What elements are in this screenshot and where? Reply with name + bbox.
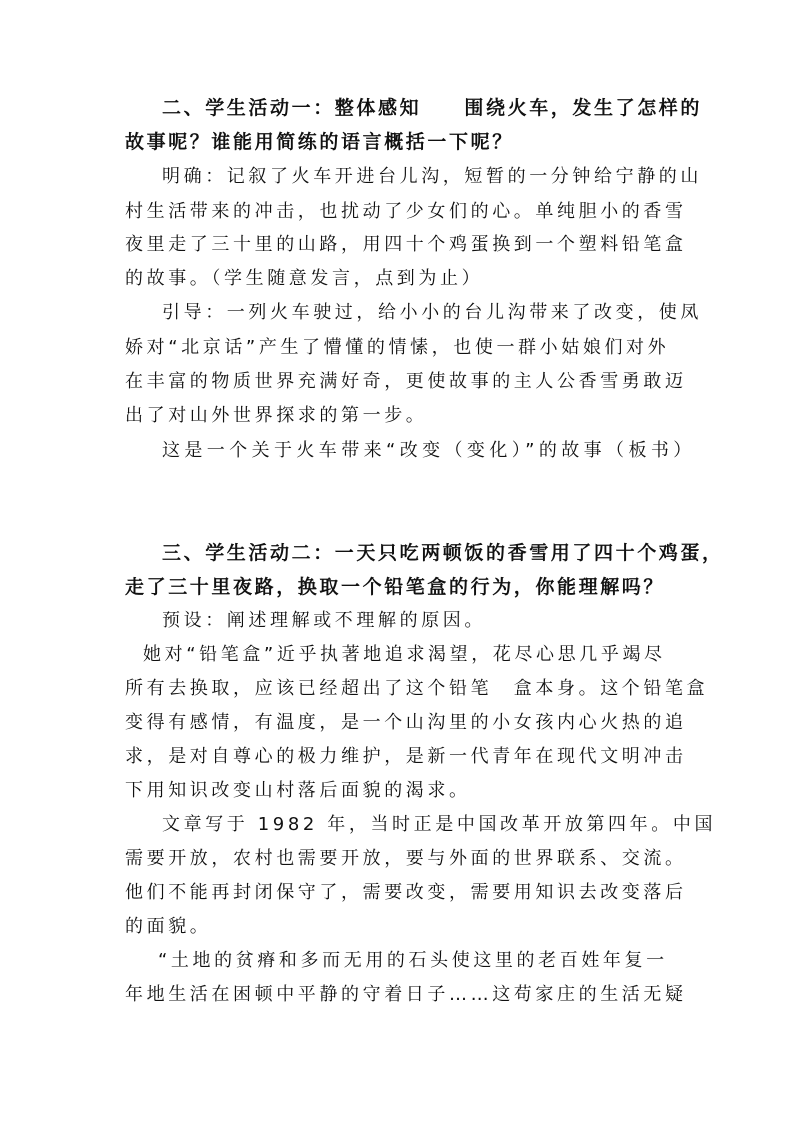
paragraph-line: 下用知识改变山村落后面貌的渴求。 xyxy=(125,780,471,801)
preset-line: 预设：阐述理解或不理解的原因。 xyxy=(162,610,486,631)
guide-line: 娇对“北京话”产生了懵懂的情愫，也使一群小姑娘们对外 xyxy=(125,337,670,358)
section-heading-activity-one: 二、学生活动一：整体感知 围绕火车，发生了怎样的 xyxy=(162,97,703,119)
section-heading-activity-one-cont: 故事呢？谁能用简练的语言概括一下呢？ xyxy=(125,131,514,153)
guide-line: 出了对山外世界探求的第一步。 xyxy=(125,405,428,426)
guide-line: 在丰富的物质世界充满好奇，更使故事的主人公香雪勇敢迈 xyxy=(125,371,687,392)
quote-line: 年地生活在困顿中平静的守着日子……这苟家庄的生活无疑 xyxy=(125,984,687,1005)
answer-line: 村生活带来的冲击，也扰动了少女们的心。单纯胆小的香雪 xyxy=(125,201,687,222)
paragraph-line: 文章写于 1982 年，当时正是中国改革开放第四年。中国 xyxy=(162,814,717,835)
summary-line: 这是一个关于火车带来“改变（变化）”的故事（板书） xyxy=(162,440,696,461)
paragraph-line: 所有去换取，应该已经超出了这个铅笔 盒本身。这个铅笔盒 xyxy=(125,678,709,699)
paragraph-line: 他们不能再封闭保守了，需要改变，需要用知识去改变落后 xyxy=(125,882,687,903)
answer-line: 的故事。（学生随意发言，点到为止） xyxy=(125,268,484,289)
paragraph-line: 求，是对自尊心的极力维护，是新一代青年在现代文明冲击 xyxy=(125,746,687,767)
guide-line: 引导：一列火车驶过，给小小的台儿沟带来了改变，使凤 xyxy=(162,302,702,323)
answer-line: 明确：记叙了火车开进台儿沟，短暂的一分钟给宁静的山 xyxy=(162,166,702,187)
paragraph-line: 的面貌。 xyxy=(125,916,212,937)
section-heading-activity-two: 三、学生活动二：一天只吃两顿饭的香雪用了四十个鸡蛋， xyxy=(162,542,724,564)
paragraph-line: 变得有感情，有温度，是一个山沟里的小女孩内心火热的追 xyxy=(125,712,687,733)
section-heading-activity-two-cont: 走了三十里夜路，换取一个铅笔盒的行为，你能理解吗？ xyxy=(125,576,666,598)
paragraph-line: 她对“铅笔盒”近乎执著地追求渴望，花尽心思几乎竭尽 xyxy=(143,644,666,665)
paragraph-line: 需要开放，农村也需要开放，要与外面的世界联系、交流。 xyxy=(125,848,687,869)
answer-line: 夜里走了三十里的山路，用四十个鸡蛋换到一个塑料铅笔盒 xyxy=(125,234,687,255)
quote-line: “土地的贫瘠和多而无用的石头使这里的老百姓年复一 xyxy=(158,950,668,971)
